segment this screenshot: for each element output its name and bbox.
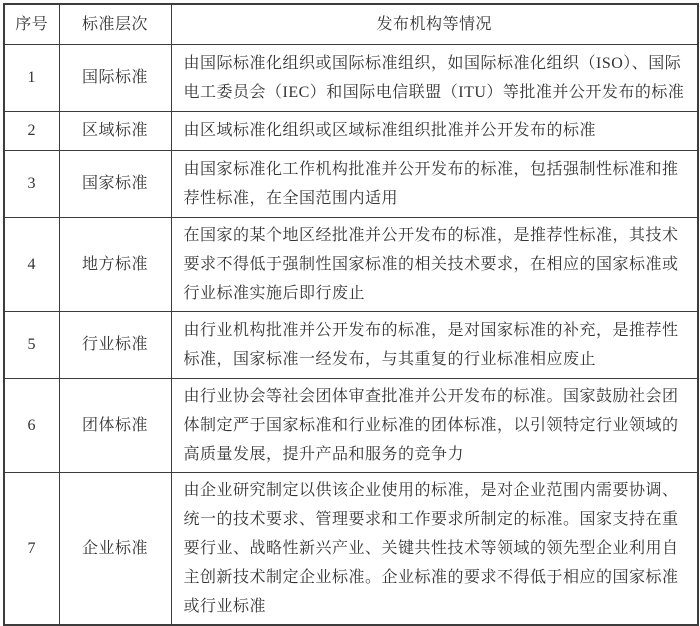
table-row: [4, 44, 698, 111]
table-row: [4, 378, 698, 472]
header-issuing-organization: 发布机构等情况: [171, 4, 698, 44]
table-row: [4, 111, 698, 150]
standard-level-cell: 区域标准: [59, 111, 171, 150]
standard-level-cell: 国家标准: [59, 150, 171, 217]
description-cell: 在国家的某个地区经批准并公开发布的标准，是推荐性标准，其技术要求不得低于强制性国家标准的相关技术要求，在相应的国家标准或行业标准实施后即行废止: [171, 217, 698, 311]
row-number-cell: 6: [4, 378, 59, 472]
standard-level-cell: 行业标准: [59, 311, 171, 378]
standard-level-cell: 企业标准: [59, 472, 171, 625]
row-number-cell: 7: [4, 472, 59, 625]
description-cell: 由国家标准化工作机构批准并公开发布的标准，包括强制性标准和推荐性标准，在全国范围内适用: [171, 150, 698, 217]
table-header-row: [4, 4, 698, 44]
standard-level-cell: 国际标准: [59, 44, 171, 111]
row-number-cell: 1: [4, 44, 59, 111]
table-row: [4, 472, 698, 625]
row-number-cell: 5: [4, 311, 59, 378]
standard-level-cell: 地方标准: [59, 217, 171, 311]
header-serial-number: 序号: [4, 4, 59, 44]
row-number-cell: 4: [4, 217, 59, 311]
description-cell: 由行业协会等社会团体审查批准并公开发布的标准。国家鼓励社会团体制定严于国家标准和行业标准的团体标准，以引领特定行业领域的高质量发展，提升产品和服务的竞争力: [171, 378, 698, 472]
header-standard-level: 标准层次: [59, 4, 171, 44]
row-number-cell: 2: [4, 111, 59, 150]
description-cell: 由企业研究制定以供该企业使用的标准，是对企业范围内需要协调、统一的技术要求、管理要求和工作要求所制定的标准。国家支持在重要行业、战略性新兴产业、关键共性技术等领域的领先型企业利用自主创新技术制定企业标准。企业标准的要求不得低于相应的国家标准或行业标准: [171, 472, 698, 625]
description-cell: 由国际标准化组织或国际标准组织，如国际标准化组织（ISO）、国际电工委员会（IEC）和国际电信联盟（ITU）等批准并公开发布的标准: [171, 44, 698, 111]
table-row: [4, 150, 698, 217]
row-number-cell: 3: [4, 150, 59, 217]
standards-table: [3, 3, 699, 626]
description-cell: 由区域标准化组织或区域标准组织批准并公开发布的标准: [171, 111, 698, 150]
standard-level-cell: 团体标准: [59, 378, 171, 472]
description-cell: 由行业机构批准并公开发布的标准，是对国家标准的补充，是推荐性标准，国家标准一经发布，与其重复的行业标准相应废止: [171, 311, 698, 378]
table-row: [4, 217, 698, 311]
table-row: [4, 311, 698, 378]
